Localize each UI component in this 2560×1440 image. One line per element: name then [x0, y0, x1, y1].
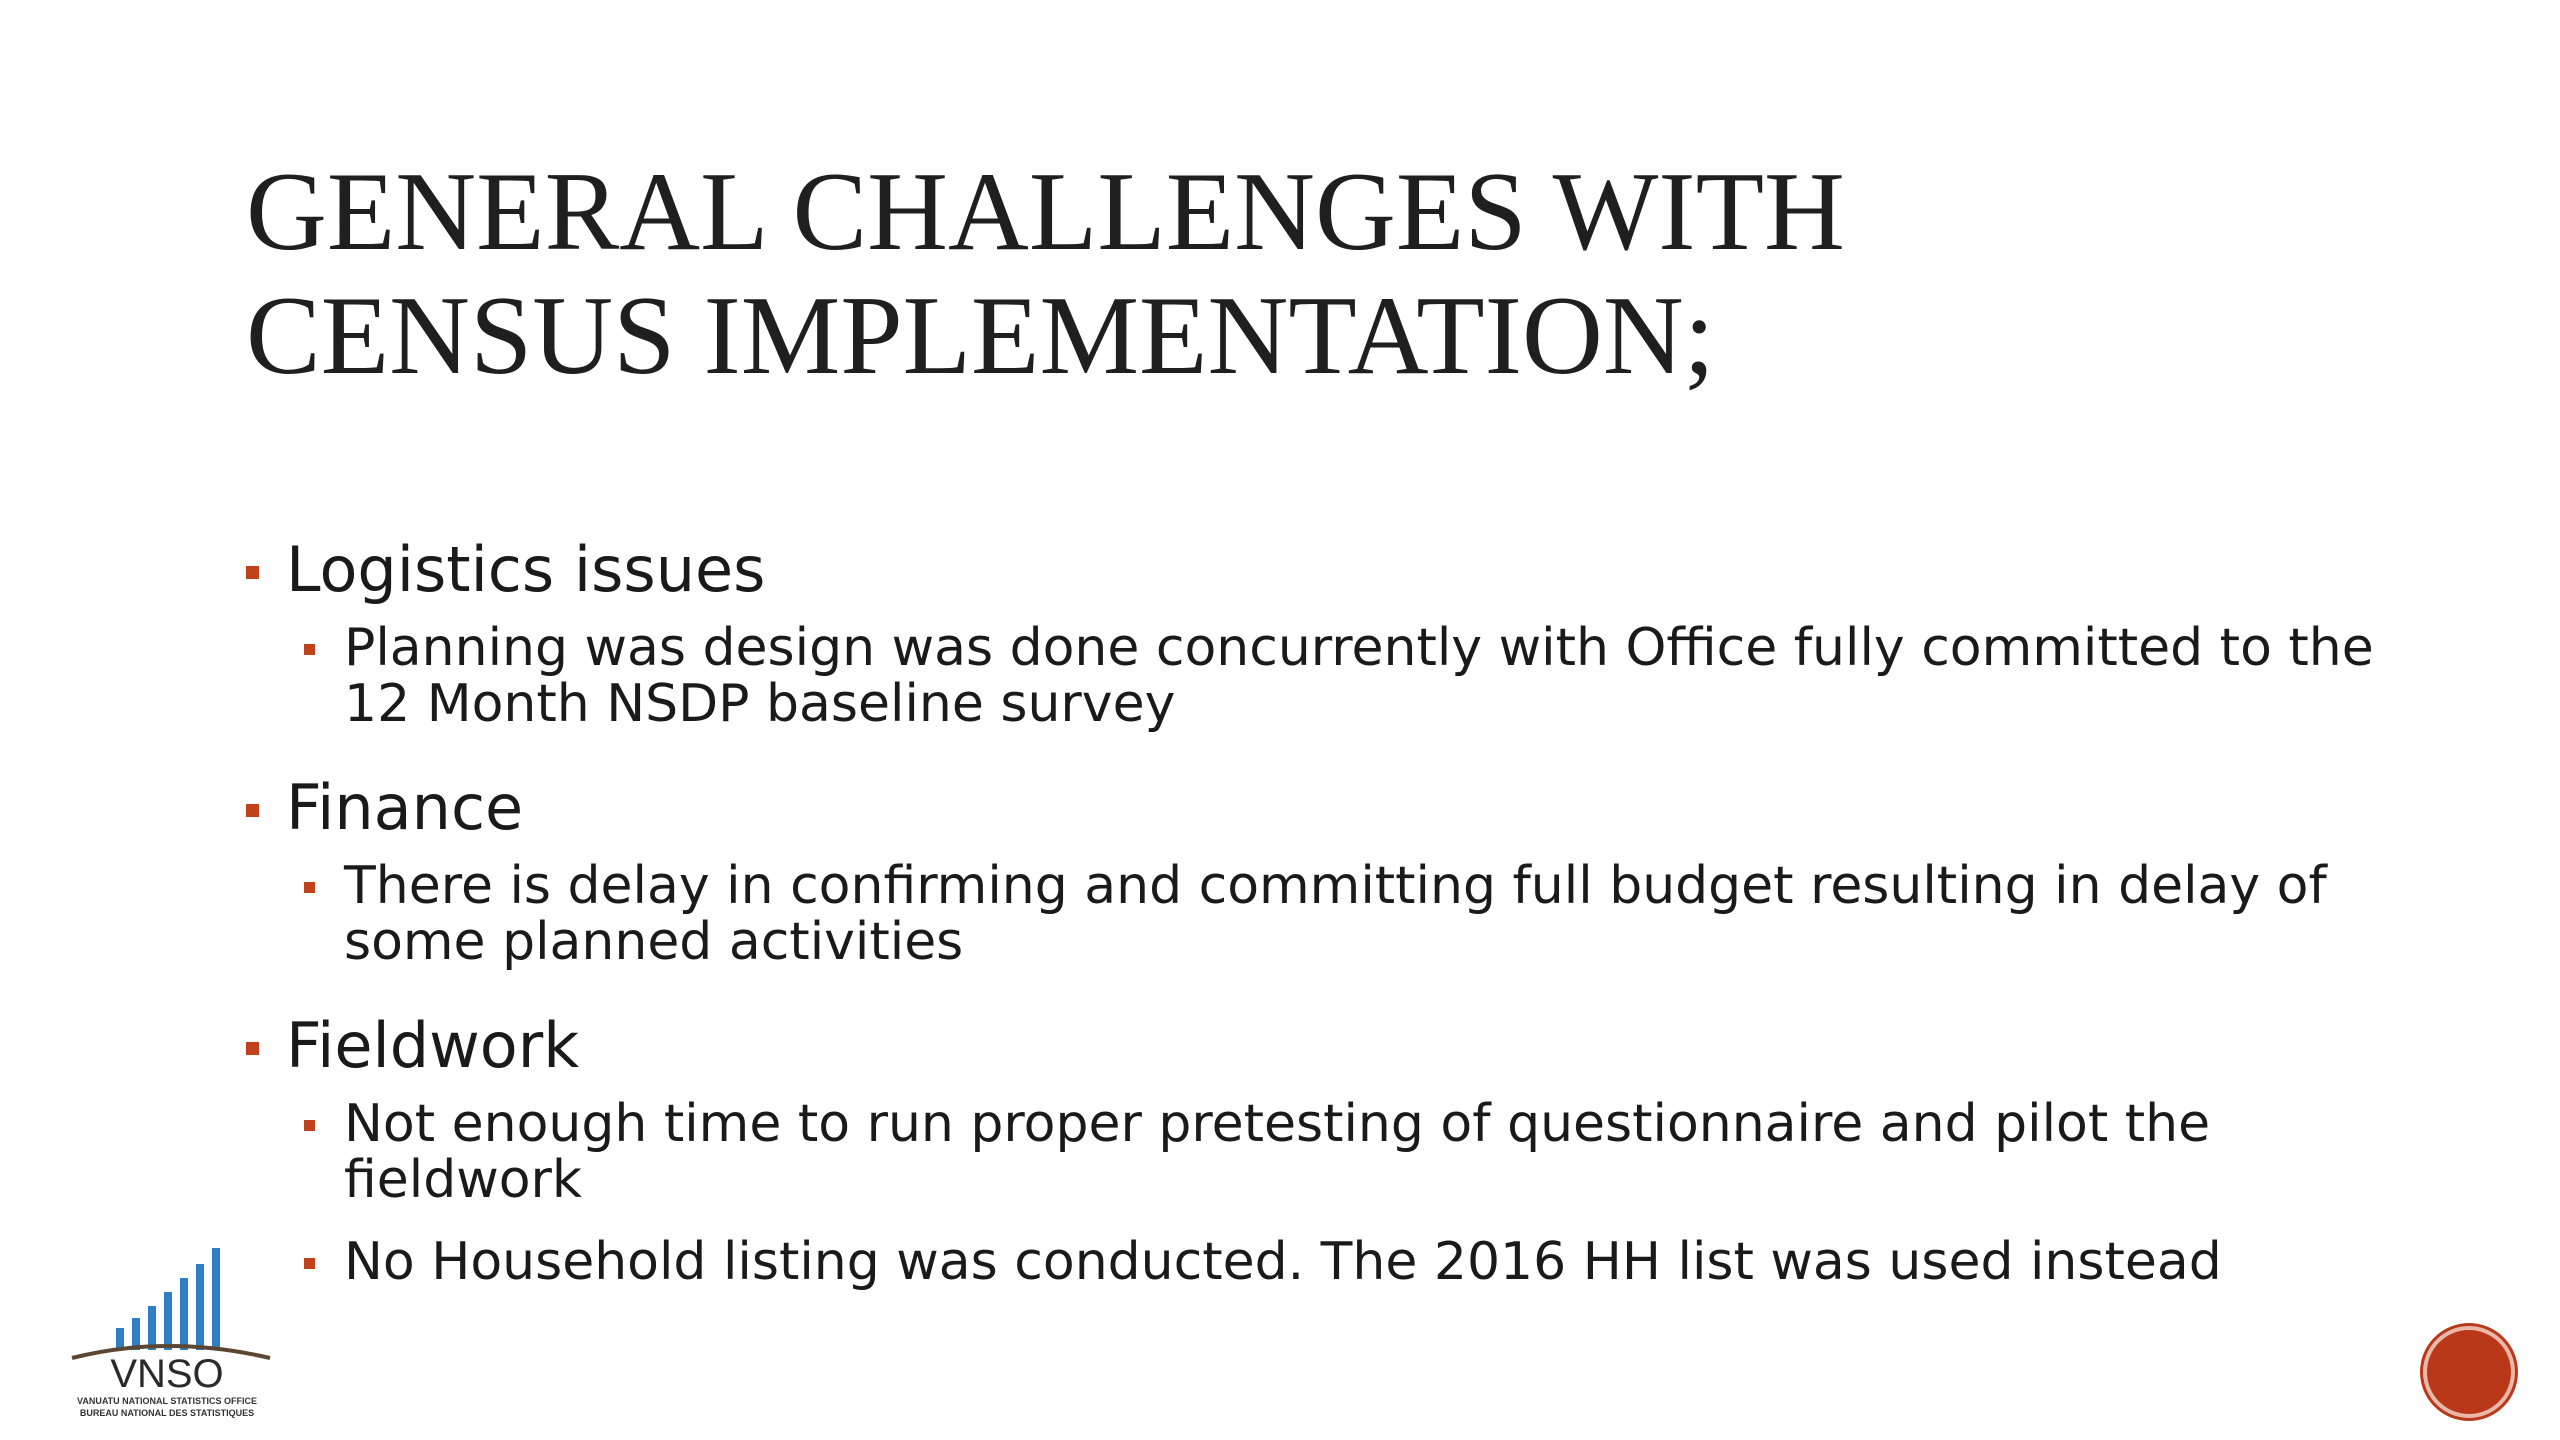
bullet-logistics	[246, 530, 2386, 610]
slide-title-line-2: CENSUS IMPLEMENTATION;	[246, 274, 1715, 398]
square-bullet-icon	[304, 1120, 315, 1131]
slide-number-badge	[2423, 1326, 2515, 1418]
square-bullet-icon	[304, 1258, 315, 1269]
sub-bullet-text: No Household listing was conducted. The 2016 HH list was used instead	[344, 1232, 2222, 1292]
sub-bullets-finance	[246, 858, 2386, 970]
slide-title-line-1: GENERAL CHALLENGES WITH	[246, 150, 1845, 274]
sub-bullets-fieldwork	[246, 1096, 2386, 1290]
bullet-heading: Logistics issues	[286, 533, 766, 606]
bullet-list	[246, 530, 2386, 1290]
bullet-finance	[246, 768, 2386, 848]
square-bullet-icon	[304, 644, 315, 655]
bullet-heading: Fieldwork	[286, 1009, 580, 1082]
square-bullet-icon	[304, 882, 315, 893]
logo-name: VNSO	[110, 1352, 224, 1396]
bullet-fieldwork	[246, 1006, 2386, 1086]
square-bullet-icon	[246, 1042, 259, 1055]
sub-bullet-text: Planning was design was done concurrently with Office fully committed to the 12 Month NSDP baseline survey	[344, 618, 2374, 734]
logo-subtitle-fr: BUREAU NATIONAL DES STATISTIQUES	[79, 1408, 255, 1418]
sub-bullet-item	[304, 1234, 2386, 1290]
vnso-logo	[52, 1236, 282, 1426]
sub-bullet-text: Not enough time to run proper pretesting of questionnaire and pilot the fieldwork	[344, 1094, 2211, 1210]
square-bullet-icon	[246, 566, 259, 579]
bar-chart-logo-icon	[52, 1236, 282, 1361]
logo-subtitle-en: VANUATU NATIONAL STATISTICS OFFICE	[77, 1396, 257, 1406]
sub-bullet-text: There is delay in confirming and committing full budget resulting in delay of some planned activities	[344, 856, 2327, 972]
square-bullet-icon	[246, 804, 259, 817]
sub-bullet-item	[304, 620, 2386, 732]
slide-title	[246, 150, 2346, 398]
bullet-heading: Finance	[286, 771, 524, 844]
sub-bullet-item	[304, 1096, 2386, 1208]
sub-bullet-item	[304, 858, 2386, 970]
sub-bullets-logistics	[246, 620, 2386, 732]
